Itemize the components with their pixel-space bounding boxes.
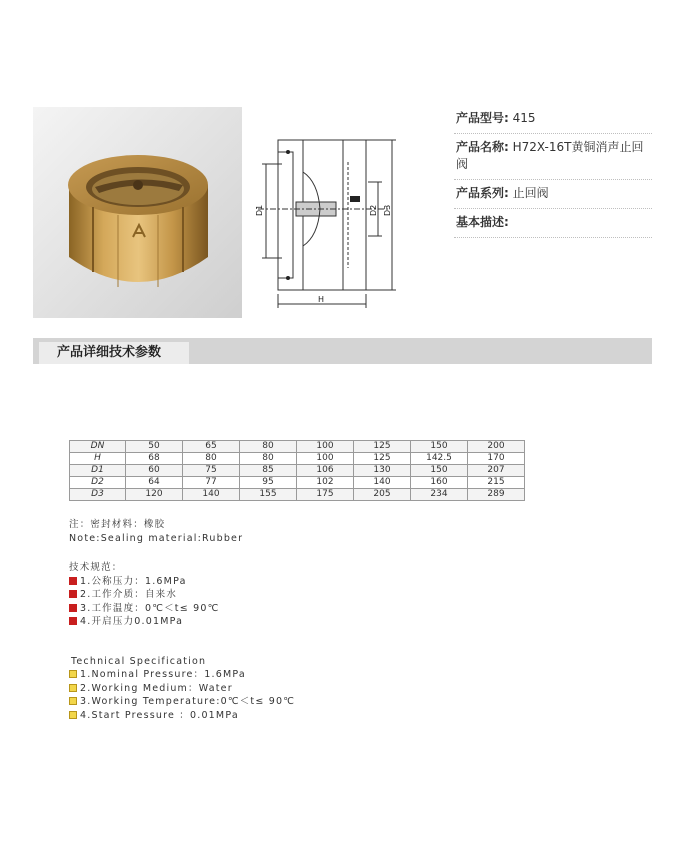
table-cell: 215 xyxy=(468,477,525,489)
table-cell: 150 xyxy=(411,465,468,477)
spec-table xyxy=(69,440,525,501)
table-cell: 95 xyxy=(240,477,297,489)
table-cell: 125 xyxy=(354,453,411,465)
table-cell: 60 xyxy=(126,465,183,477)
list-item xyxy=(69,668,295,682)
table-cell: 80 xyxy=(240,453,297,465)
product-photo xyxy=(33,107,242,318)
name-label: 产品名称: xyxy=(456,140,509,154)
row-header: D2 xyxy=(70,477,126,489)
list-item-text: 3.Working Temperature:0℃＜t≤ 90℃ xyxy=(80,696,296,707)
list-item xyxy=(69,709,295,723)
tech-cn-list xyxy=(69,575,295,629)
table-cell: 130 xyxy=(354,465,411,477)
row-header: DN xyxy=(70,441,126,453)
table-row xyxy=(70,489,525,501)
square-bullet-icon xyxy=(69,684,77,692)
table-cell: 64 xyxy=(126,477,183,489)
label-d3: D3 xyxy=(383,204,392,216)
table-cell: 150 xyxy=(411,441,468,453)
table-cell: 120 xyxy=(126,489,183,501)
label-h: H xyxy=(318,295,325,304)
square-bullet-icon xyxy=(69,711,77,719)
technical-drawing xyxy=(255,132,418,312)
table-cell: 125 xyxy=(354,441,411,453)
table-cell: 155 xyxy=(240,489,297,501)
list-item xyxy=(69,575,295,589)
table-row xyxy=(70,477,525,489)
name-value: H72X-16T黄铜消声止回阀 xyxy=(456,140,644,171)
valve-photo-image xyxy=(33,107,242,318)
info-row-name xyxy=(454,137,652,180)
table-cell: 289 xyxy=(468,489,525,501)
table-cell: 106 xyxy=(297,465,354,477)
label-d1: D1 xyxy=(255,204,264,216)
square-bullet-icon xyxy=(69,670,77,678)
square-bullet-icon xyxy=(69,617,77,625)
table-cell: 140 xyxy=(183,489,240,501)
table-cell: 85 xyxy=(240,465,297,477)
info-row-description xyxy=(454,212,652,238)
table-cell: 75 xyxy=(183,465,240,477)
table-cell: 100 xyxy=(297,441,354,453)
label-d2: D2 xyxy=(369,204,378,216)
table-cell: 200 xyxy=(468,441,525,453)
table-cell: 207 xyxy=(468,465,525,477)
description-label: 基本描述: xyxy=(456,215,509,229)
info-row-model xyxy=(454,108,652,134)
note-cn: 注：密封材料：橡胶 xyxy=(69,519,166,530)
list-item xyxy=(69,695,295,709)
tech-en-title: Technical Specification xyxy=(71,655,207,667)
table-cell: 77 xyxy=(183,477,240,489)
list-item-text: 4.开启压力0.01MPa xyxy=(80,616,184,627)
list-item-text: 3.工作温度：0℃＜t≤ 90℃ xyxy=(80,602,220,614)
row-header: D3 xyxy=(70,489,126,501)
table-cell: 205 xyxy=(354,489,411,501)
list-item-text: 2.Working Medium：Water xyxy=(80,682,233,694)
info-row-series xyxy=(454,183,652,209)
table-cell: 65 xyxy=(183,441,240,453)
table-cell: 80 xyxy=(240,441,297,453)
cross-section-drawing xyxy=(255,132,418,312)
notes-block xyxy=(69,518,295,722)
note-en: Note:Sealing material:Rubber xyxy=(69,532,244,544)
square-bullet-icon xyxy=(69,604,77,612)
table-row xyxy=(70,441,525,453)
table-cell: 100 xyxy=(297,453,354,465)
square-bullet-icon xyxy=(69,697,77,705)
table-cell: 160 xyxy=(411,477,468,489)
list-item xyxy=(69,682,295,696)
table-row xyxy=(70,453,525,465)
model-label: 产品型号: xyxy=(456,111,509,125)
list-item xyxy=(69,588,295,602)
table-cell: 50 xyxy=(126,441,183,453)
table-cell: 102 xyxy=(297,477,354,489)
table-cell: 170 xyxy=(468,453,525,465)
table-cell: 68 xyxy=(126,453,183,465)
list-item-text: 1.公称压力：1.6MPa xyxy=(80,575,187,587)
list-item-text: 1.Nominal Pressure：1.6MPa xyxy=(80,669,246,680)
tech-en-list xyxy=(69,668,295,722)
series-value: 止回阀 xyxy=(512,186,549,200)
section-title: 产品详细技术参数 xyxy=(39,342,189,364)
table-cell: 234 xyxy=(411,489,468,501)
model-value: 415 xyxy=(512,111,536,125)
table-cell: 80 xyxy=(183,453,240,465)
table-cell: 140 xyxy=(354,477,411,489)
table-cell: 142.5 xyxy=(411,453,468,465)
square-bullet-icon xyxy=(69,590,77,598)
series-label: 产品系列: xyxy=(456,186,509,200)
square-bullet-icon xyxy=(69,577,77,585)
row-header: D1 xyxy=(70,465,126,477)
table-cell: 175 xyxy=(297,489,354,501)
product-info-panel xyxy=(454,108,652,241)
list-item-text: 2.工作介质：自来水 xyxy=(80,589,178,600)
list-item xyxy=(69,602,295,616)
table-row xyxy=(70,465,525,477)
list-item xyxy=(69,615,295,629)
list-item-text: 4.Start Pressure ：0.01MPa xyxy=(80,709,239,721)
row-header: H xyxy=(70,453,126,465)
tech-cn-title: 技术规范： xyxy=(69,562,123,573)
section-header-bar xyxy=(33,338,652,364)
